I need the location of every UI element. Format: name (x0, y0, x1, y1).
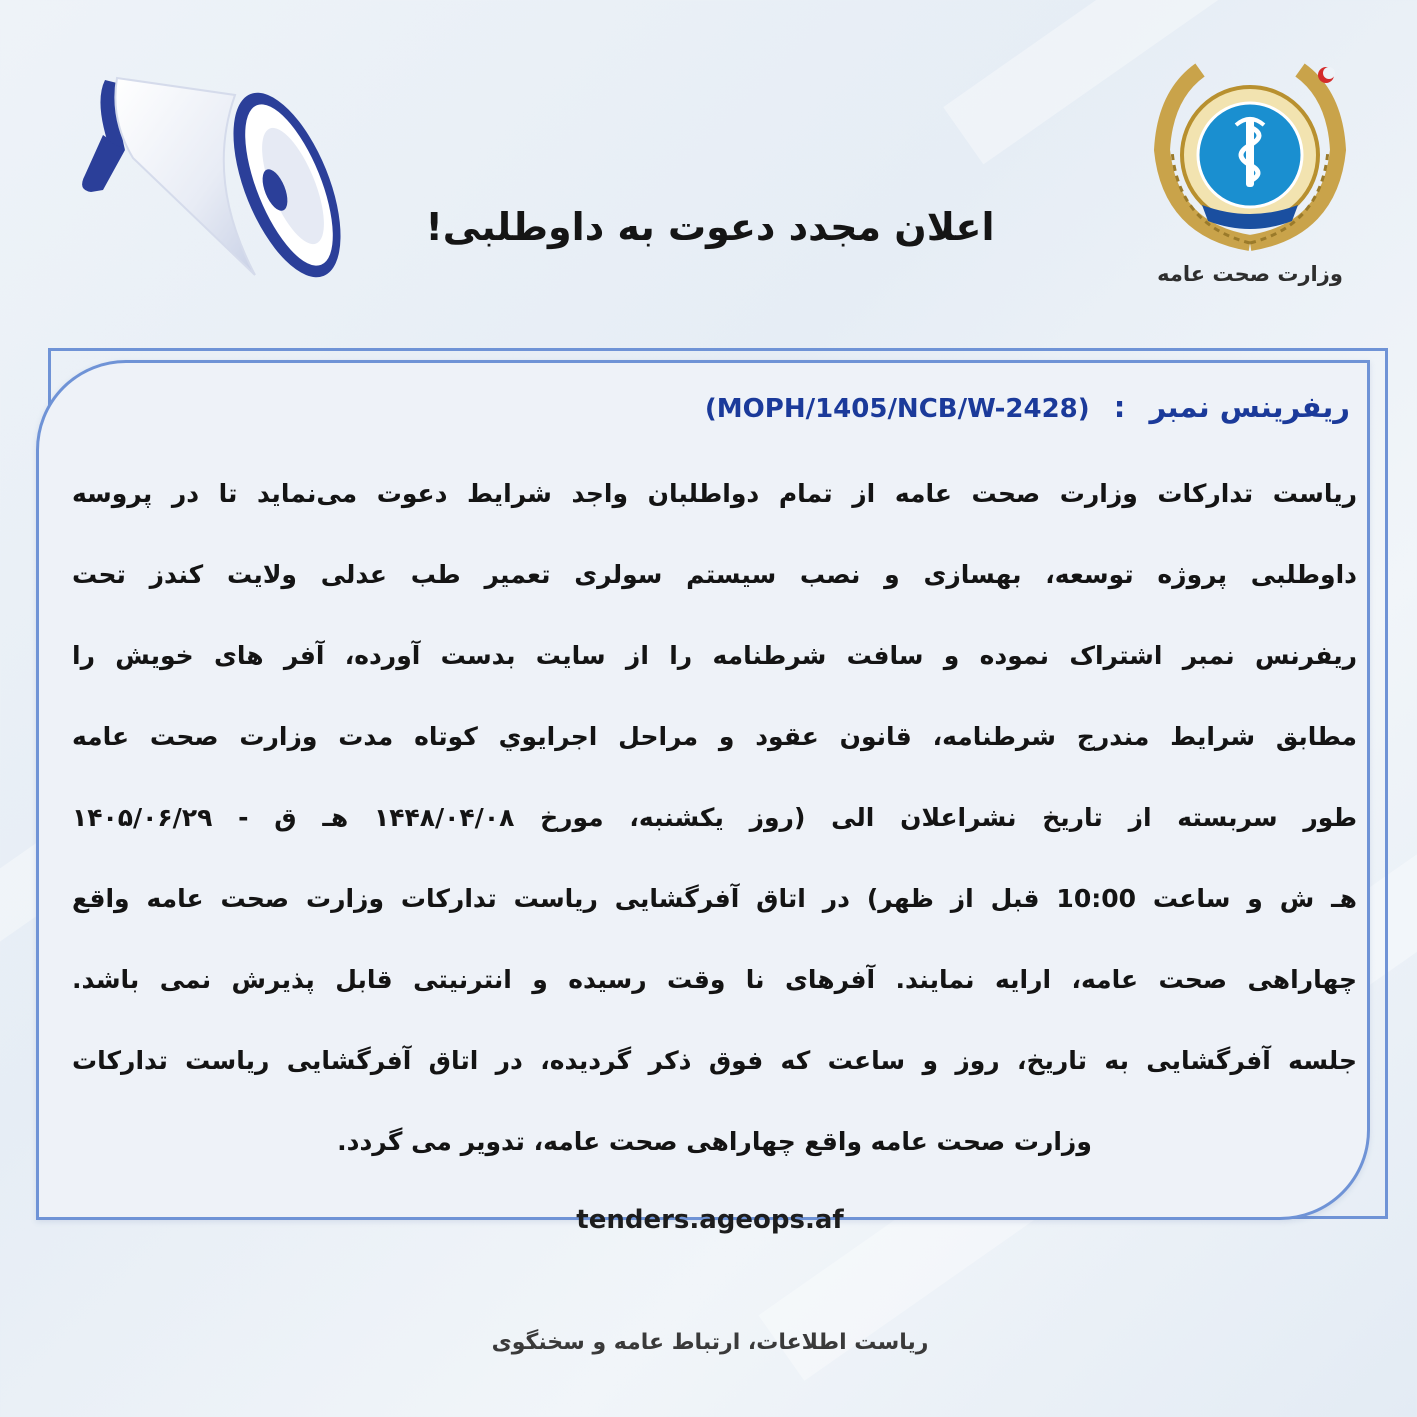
website-link[interactable]: tenders.ageops.af (576, 1205, 844, 1235)
notice-line: جلسه آفرگشایی به تاریخ، روز و ساعت که فوق ذکر گردیده، در اتاق آفرگشایی ریاست تدارکات (72, 1046, 1357, 1075)
megaphone-icon (55, 40, 345, 290)
notice-line: ریفرنس نمبر اشتراک نموده و سافت شرطنامه را از سایت بدست آورده، آفر های خویش را (72, 641, 1357, 670)
page-title: اعلان مجدد دعوت به داوطلبی! (425, 205, 995, 249)
notice-line: وزارت صحت عامه واقع چهاراهی صحت عامه، تدویر می گردد. (337, 1127, 1092, 1156)
notice-line: داوطلبی پروژه توسعه، بهسازی و نصب سیستم سولری تعمیر طب عدلی ولایت کندز تحت (72, 560, 1357, 589)
notice-line: ریاست تدارکات وزارت صحت عامه از تمام دواطلبان واجد شرایط دعوت می‌نماید تا در پروسه (72, 479, 1357, 508)
ministry-caption: وزارت صحت عامه (1157, 262, 1343, 286)
notice-line: مطابق شرایط مندرج شرطنامه، قانون عقود و مراحل اجرایوي کوتاه مدت وزارت صحت عامه (72, 722, 1357, 751)
footer-text: ریاست اطلاعات، ارتباط عامه و سخنگوی (491, 1330, 929, 1355)
notice-line: چهاراهی صحت عامه، ارایه نمایند. آفرهای نا وقت رسیده و انترنیتی قابل پذیرش نمی باشد. (72, 965, 1357, 994)
reference-label: ریفرینس نمبر (1149, 390, 1350, 424)
reference-number: (MOPH/1405/NCB/W-2428) (704, 394, 1090, 424)
notice-line: طور سربسته از تاریخ نشراعلان الی (روز یکشنبه، مورخ ۱۴۴۸/۰۴/۰۸ هـ ق - ۱۴۰۵/۰۶/۲۹ (72, 803, 1357, 832)
reference-line (620, 390, 1350, 438)
reference-colon: : (1113, 390, 1126, 424)
notice-body (72, 462, 1357, 1191)
notice-line: هـ ش و ساعت 10:00 قبل از ظهر) در اتاق آفرگشایی ریاست تدارکات وزارت صحت عامه واقع (72, 884, 1357, 913)
ministry-emblem-icon (1140, 55, 1360, 255)
